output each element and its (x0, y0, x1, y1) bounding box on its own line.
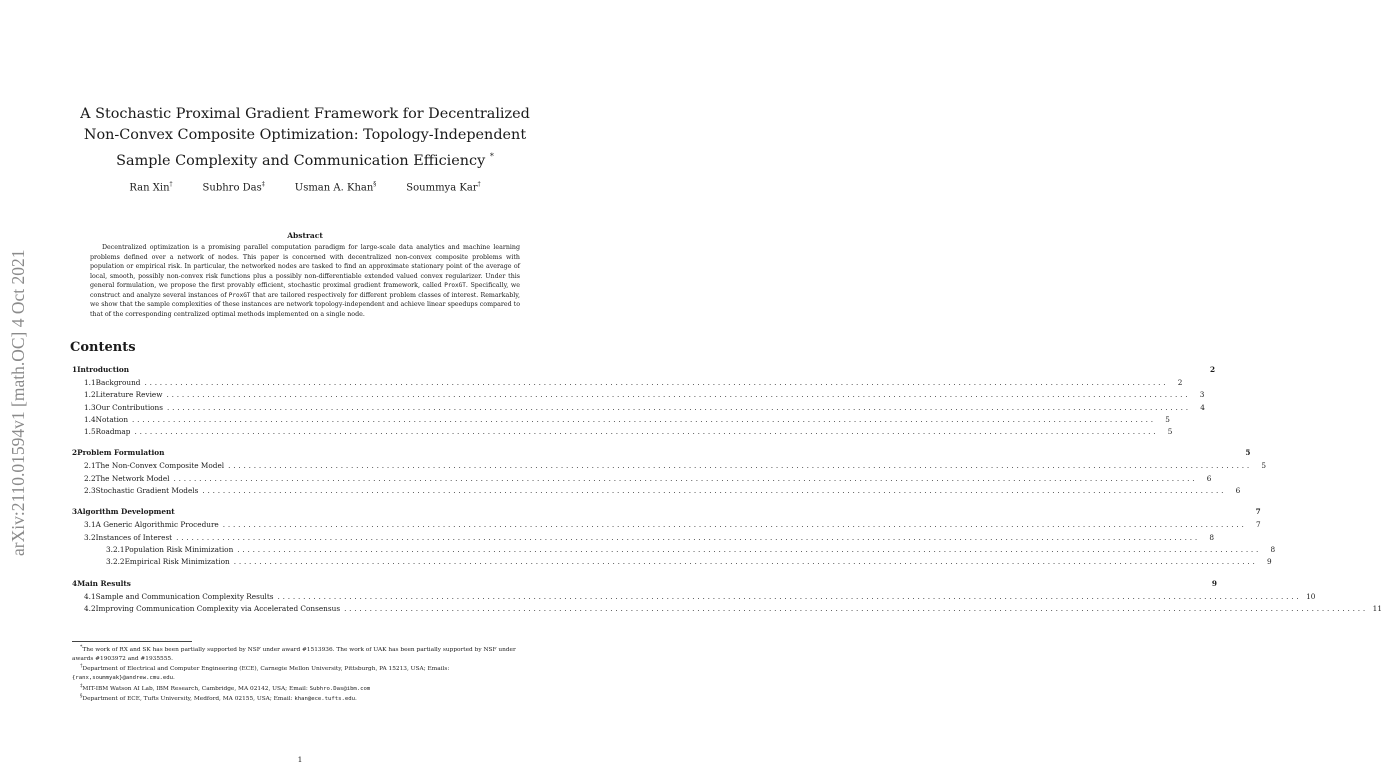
toc-entry-page: 4 (1200, 402, 1205, 412)
author-mark: † (169, 181, 173, 188)
toc-entry-title: Improving Communication Complexity via Accelerated Consensus (95, 603, 341, 613)
title-line-2: Non-Convex Composite Optimization: Topology-Independent (83, 127, 527, 143)
toc-leader-dots: ........................................................................................................................................................................................................ (134, 427, 1159, 437)
toc-entry-number: 1 (72, 365, 78, 374)
toc-entry-number: 1.3 (84, 402, 96, 412)
toc-entry-title: Stochastic Gradient Models (95, 486, 199, 496)
toc-entry[interactable] (72, 507, 1261, 520)
toc-entry-title: Sample and Communication Complexity Results (95, 591, 274, 601)
toc-entry-page: 2 (1177, 378, 1183, 387)
toc-entry-title: The Non-Convex Composite Model (95, 461, 225, 471)
toc-entry-title: A Generic Algorithmic Procedure (95, 520, 219, 530)
toc-entry-page: 3 (1199, 390, 1205, 400)
toc-entry-number: 4.1 (84, 591, 96, 601)
toc-entry-number: 3.1 (84, 520, 96, 530)
paper-title (70, 104, 540, 172)
toc-entry-number: 3.2.1 (106, 544, 125, 554)
author-mark: † (477, 181, 481, 188)
arxiv-stamp (2, 180, 32, 560)
toc-entry-page: 7 (1255, 507, 1261, 517)
toc-entry-number: 4.2 (84, 603, 96, 613)
abstract-code: ProxGT (228, 291, 251, 299)
toc-entry[interactable] (72, 402, 1205, 415)
toc-leader-dots: ........................................................................................................................................................................................................ (173, 473, 1198, 483)
toc-entry-title: Introduction (77, 365, 130, 374)
footnote-email: khan@ece.tufts.edu (294, 696, 355, 703)
author (129, 181, 172, 193)
toc-entry-number: 2.3 (84, 486, 96, 496)
abstract-text: Decentralized optimization is a promising parallel computation paradigm for large-scale data analytics and machine learning problems defined over a network of nodes. This paper is concerned with decentralized non-convex composite problems with population or empirical risk. In particular, the networked nodes are tasked to find an approximate stationary point of the average of local, smooth, possibly non-convex risk functions plus a possibly non-differentiable extended valued convex regularizer. Under this general formulation, we propose the first provably efficient, stochastic proximal gradient framework, called (90, 244, 520, 289)
footnote-mark: ‡ (80, 683, 83, 689)
footnote (72, 663, 532, 682)
table-of-contents (72, 365, 1382, 616)
toc-entry[interactable] (72, 603, 1382, 616)
toc-leader-dots: ........................................................................................................................................................................................................ (132, 414, 1156, 424)
toc-entry-number: 3.2.2 (106, 557, 125, 567)
contents-heading: Contents (70, 340, 136, 355)
toc-leader-dots: ........................................................................................................................................................................................................ (228, 461, 1253, 471)
toc-leader-dots: ........................................................................................................................................................................................................ (233, 557, 1258, 567)
author (203, 181, 265, 193)
toc-leader-dots: ........................................................................................................................................................................................................ (222, 520, 1247, 530)
toc-entry-title: Literature Review (95, 390, 163, 400)
toc-entry-title: Population Risk Minimization (124, 544, 234, 554)
abstract-heading: Abstract (287, 231, 323, 240)
title-line-3-text: Sample Complexity and Communication Efficiency (116, 152, 486, 169)
footnote-rule (72, 641, 192, 642)
toc-entry-number: 1.5 (84, 427, 96, 437)
author-mark: § (373, 181, 377, 188)
page-number: 1 (297, 755, 303, 764)
author-name: Subhro Das (202, 182, 262, 194)
toc-entry-title: Problem Formulation (77, 448, 165, 458)
toc-entry-page: 2 (1210, 365, 1216, 374)
footnote-text: Department of ECE, Tufts University, Medford, MA 02155, USA; Email: (82, 696, 295, 703)
toc-entry[interactable] (72, 578, 1217, 592)
toc-entry-title: Roadmap (95, 427, 131, 437)
toc-entry[interactable] (72, 390, 1205, 402)
footnote-email: {ranx,soummyak}@andrew.cmu.edu (72, 674, 174, 681)
footnote (72, 693, 532, 704)
arxiv-stamp-text: arXiv:2110.01594v1 [math.OC] 4 Oct 2021 (8, 249, 28, 556)
toc-entry-page: 7 (1256, 520, 1261, 530)
author (295, 181, 377, 193)
toc-entry[interactable] (72, 591, 1316, 604)
toc-entry-page: 10 (1306, 591, 1316, 601)
author (406, 181, 480, 193)
toc-entry[interactable] (72, 520, 1261, 532)
footnote (72, 683, 532, 694)
toc-entry-title: Instances of Interest (95, 532, 173, 542)
toc-entry-number: 1.4 (84, 414, 96, 424)
title-footnote-mark: * (489, 152, 494, 161)
footnote-email: Subhro.Das@ibm.com (309, 685, 371, 692)
toc-entry[interactable] (72, 486, 1241, 498)
toc-leader-dots: ........................................................................................................................................................................................................ (277, 591, 1302, 601)
toc-entry[interactable] (72, 473, 1212, 486)
toc-leader-dots: ........................................................................................................................................................................................................ (344, 603, 1368, 613)
toc-entry-title: Notation (95, 414, 129, 424)
toc-entry[interactable] (72, 544, 1276, 557)
toc-entry[interactable] (72, 448, 1251, 461)
footnote-text: The work of RX and SK has been partially supported by NSF under award #1513936. The work of UAK has been partially supported by NSF under awards #1903972 and #1935555. (72, 646, 516, 662)
toc-entry-page: 6 (1235, 486, 1241, 496)
toc-entry[interactable] (72, 461, 1267, 473)
footnote-text-end: . (354, 696, 357, 703)
toc-entry-title: Empirical Risk Minimization (124, 557, 230, 567)
toc-entry-page: 8 (1209, 532, 1215, 542)
abstract-text: that are tailored respectively for different problem classes of interest. Remarkably, we show that the sample complexities of these instances are network topology-independent and achieve linear speedups compared to that of the corresponding centralized optimal methods implemented on a single node. (90, 291, 520, 318)
toc-entry-number: 2.1 (84, 461, 96, 471)
toc-leader-dots: ........................................................................................................................................................................................................ (144, 378, 1169, 387)
toc-entry-number: 1.1 (84, 378, 96, 387)
toc-entry-number: 1.2 (84, 390, 96, 400)
abstract-body (90, 243, 520, 319)
footnote-mark: § (80, 694, 83, 700)
toc-entry-page: 5 (1167, 427, 1173, 437)
footnote-mark: * (80, 645, 83, 650)
footnote-mark: † (80, 664, 83, 670)
abstract-text: . Specifically, we construct and analyze several instances of (90, 282, 520, 299)
footnote (72, 644, 532, 663)
toc-entry-title: The Network Model (95, 473, 170, 483)
toc-leader-dots: ........................................................................................................................................................................................................ (237, 544, 1262, 554)
author-name: Soummya Kar (406, 182, 478, 194)
toc-entry-title: Algorithm Development (77, 507, 175, 517)
toc-entry-title: Main Results (77, 578, 131, 588)
toc-entry-number: 2.2 (84, 473, 96, 483)
abstract-code: ProxGT (444, 282, 466, 289)
toc-entry[interactable] (72, 532, 1215, 545)
toc-entry-title: Our Contributions (95, 402, 164, 412)
toc-entry-page: 9 (1211, 578, 1217, 588)
footnote-text: MIT-IBM Watson AI Lab, IBM Research, Cambridge, MA 02142, USA; Email: (82, 685, 310, 692)
toc-entry-page: 5 (1165, 414, 1170, 424)
toc-entry-page: 11 (1372, 603, 1382, 613)
toc-entry-number: 4 (72, 578, 78, 588)
toc-entry-page: 8 (1270, 544, 1276, 554)
toc-entry-page: 5 (1245, 448, 1251, 458)
toc-entry[interactable] (72, 378, 1183, 390)
footnotes (72, 644, 532, 704)
toc-leader-dots: ........................................................................................................................................................................................................ (167, 402, 1191, 412)
toc-entry-title: Background (95, 378, 141, 387)
toc-entry-page: 5 (1261, 461, 1267, 471)
author-list (70, 181, 540, 193)
footnote-text-end: . (173, 674, 175, 681)
toc-entry[interactable] (72, 414, 1170, 427)
toc-leader-dots: ........................................................................................................................................................................................................ (202, 486, 1227, 496)
toc-entry-page: 6 (1206, 473, 1212, 483)
toc-entry-number: 3 (72, 507, 78, 517)
toc-entry-page: 9 (1266, 557, 1272, 567)
toc-leader-dots: ........................................................................................................................................................................................................ (176, 532, 1201, 542)
author-mark: ‡ (261, 181, 265, 188)
title-line-3 (70, 146, 540, 172)
footnote-text: Department of Electrical and Computer Engineering (ECE), Carnegie Mellon University, Pittsburgh, PA 15213, USA; Emails: (82, 666, 450, 673)
toc-leader-dots: ........................................................................................................................................................................................................ (166, 390, 1191, 400)
author-name: Usman A. Khan (294, 182, 374, 194)
toc-entry[interactable] (72, 427, 1173, 439)
toc-entry[interactable] (72, 365, 1216, 378)
toc-entry-number: 3.2 (84, 532, 96, 542)
author-name: Ran Xin (129, 182, 170, 194)
toc-entry[interactable] (72, 557, 1272, 569)
toc-entry-number: 2 (72, 448, 78, 458)
title-line-1: A Stochastic Proximal Gradient Framework for Decentralized (80, 106, 530, 122)
